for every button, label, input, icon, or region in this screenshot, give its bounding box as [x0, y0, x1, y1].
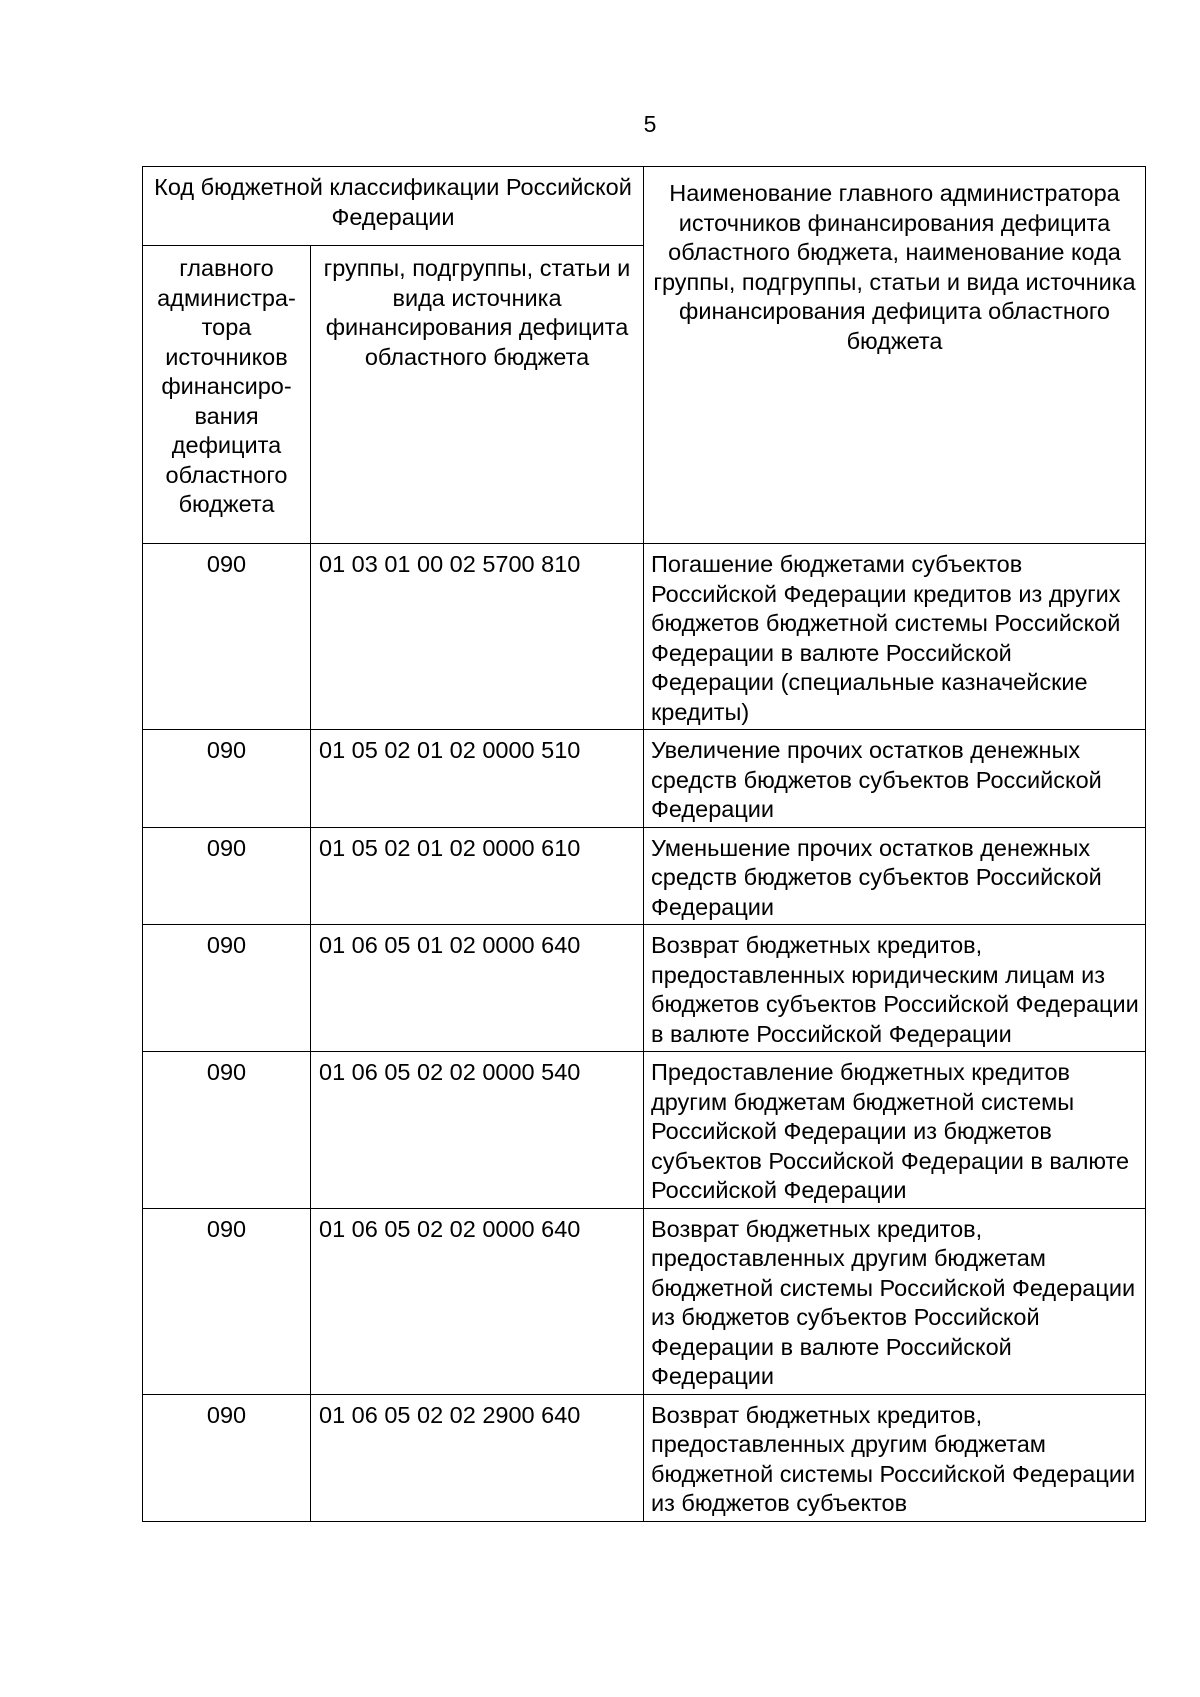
classification-code-cell: 01 03 01 00 02 5700 810: [311, 544, 644, 730]
table-row: [143, 1208, 1146, 1394]
table-row: [143, 925, 1146, 1052]
admin-code-cell: 090: [143, 730, 311, 828]
classification-code-cell: 01 06 05 02 02 0000 640: [311, 1208, 644, 1394]
admin-code-cell: 090: [143, 544, 311, 730]
admin-code-cell: 090: [143, 827, 311, 925]
header-row-top: [143, 167, 1146, 246]
header-main-administrator: главного администра-тора источников финансиро-вания дефицита областного бюджета: [143, 246, 311, 544]
table-row: [143, 544, 1146, 730]
description-cell: Увеличение прочих остатков денежных средств бюджетов субъектов Российской Федерации: [644, 730, 1146, 828]
classification-code-cell: 01 06 05 02 02 2900 640: [311, 1394, 644, 1521]
admin-code-cell: 090: [143, 1052, 311, 1209]
admin-code-cell: 090: [143, 1208, 311, 1394]
description-cell: Погашение бюджетами субъектов Российской Федерации кредитов из других бюджетов бюджетной системы Российской Федерации в валюте Российской Федерации (специальные казначейские кредиты): [644, 544, 1146, 730]
classification-code-cell: 01 05 02 01 02 0000 510: [311, 730, 644, 828]
header-group-code: группы, подгруппы, статьи и вида источника финансирования дефицита областного бюджета: [311, 246, 644, 544]
admin-code-cell: 090: [143, 1394, 311, 1521]
description-cell: Возврат бюджетных кредитов, предоставленных юридическим лицам из бюджетов субъектов Российской Федерации в валюте Российской Федерации: [644, 925, 1146, 1052]
description-cell: Уменьшение прочих остатков денежных средств бюджетов субъектов Российской Федерации: [644, 827, 1146, 925]
table-row: [143, 1052, 1146, 1209]
description-cell: Возврат бюджетных кредитов, предоставленных другим бюджетам бюджетной системы Российской Федерации из бюджетов субъектов Российской Федерации в валюте Российской Федерации: [644, 1208, 1146, 1394]
table-row: [143, 730, 1146, 828]
table-row: [143, 827, 1146, 925]
header-administrator-name: Наименование главного администратора источников финансирования дефицита областного бюджета, наименование кода группы, подгруппы, статьи и вида источника финансирования дефицита областного бюджета: [644, 167, 1146, 544]
budget-classification-table: [142, 166, 1146, 1522]
classification-code-cell: 01 05 02 01 02 0000 610: [311, 827, 644, 925]
header-classification-code: Код бюджетной классификации Российской Федерации: [143, 167, 644, 246]
table-row: [143, 1394, 1146, 1521]
description-cell: Предоставление бюджетных кредитов другим бюджетам бюджетной системы Российской Федерации из бюджетов субъектов Российской Федерации в валюте Российской Федерации: [644, 1052, 1146, 1209]
description-cell: Возврат бюджетных кредитов, предоставленных другим бюджетам бюджетной системы Российской Федерации из бюджетов субъектов: [644, 1394, 1146, 1521]
page-number: 5: [643, 111, 657, 137]
admin-code-cell: 090: [143, 925, 311, 1052]
classification-code-cell: 01 06 05 01 02 0000 640: [311, 925, 644, 1052]
classification-code-cell: 01 06 05 02 02 0000 540: [311, 1052, 644, 1209]
